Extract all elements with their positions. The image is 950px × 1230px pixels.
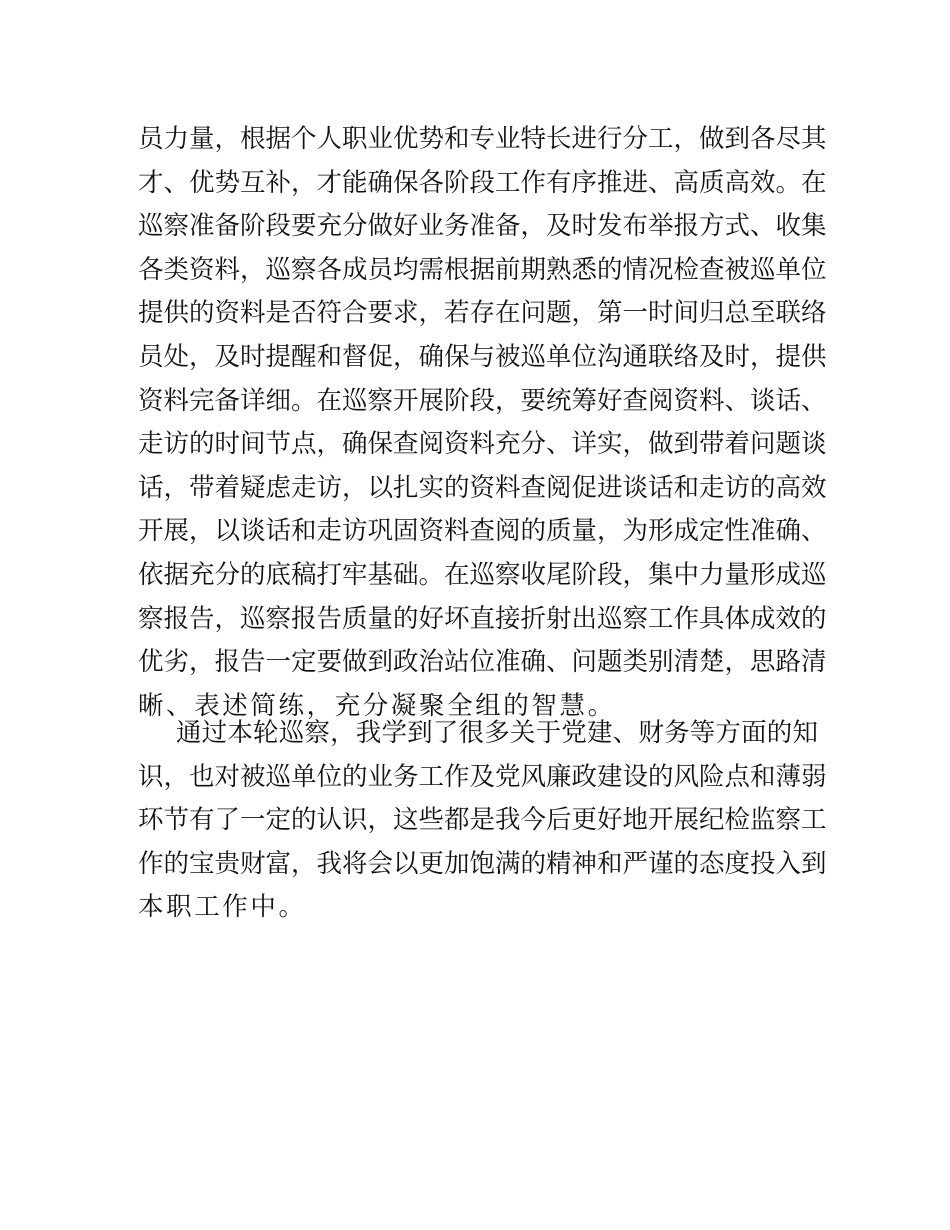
text-line: 识，也对被巡单位的业务工作及党风廉政建设的风险点和薄弱 [138,761,827,792]
body-paragraph [138,712,827,930]
text-line: 走访的时间节点，确保查阅资料充分、详实，做到带着问题谈 [138,429,827,460]
text-line: 巡察准备阶段要充分做好业务准备，及时发布举报方式、收集 [138,211,827,242]
text-line: 话，带着疑虑走访，以扎实的资料查阅促进谈话和走访的高效 [138,472,827,503]
text-line: 才、优势互补，才能确保各阶段工作有序推进、高质高效。在 [138,167,827,198]
body-paragraph [138,118,827,728]
text-line: 环节有了一定的认识，这些都是我今后更好地开展纪检监察工 [138,805,827,836]
text-line: 通过本轮巡察，我学到了很多关于党建、财务等方面的知 [176,718,818,748]
text-line: 作的宝贵财富，我将会以更加饱满的精神和严谨的态度投入到 [138,848,827,879]
text-line: 员处，及时提醒和督促，确保与被巡单位沟通联络及时，提供 [138,341,827,372]
text-line: 依据充分的底稿打牢基础。在巡察收尾阶段，集中力量形成巡 [138,559,827,590]
text-line: 优劣，报告一定要做到政治站位准确、问题类别清楚，思路清 [138,647,827,678]
text-line: 察报告，巡察报告质量的好坏直接折射出巡察工作具体成效的 [138,603,827,634]
text-line: 资料完备详细。在巡察开展阶段，要统筹好查阅资料、谈话、 [138,385,827,416]
text-line: 提供的资料是否符合要求，若存在问题，第一时间归总至联络 [138,298,827,329]
text-line: 各类资料，巡察各成员均需根据前期熟悉的情况检查被巡单位 [138,254,827,285]
text-line: 本职工作中。 [138,892,307,923]
text-line: 晰、表述简练，充分凝聚全组的智慧。 [138,690,616,721]
text-line: 员力量，根据个人职业优势和专业特长进行分工，做到各尽其 [138,124,827,154]
text-line: 开展，以谈话和走访巩固资料查阅的质量，为形成定性准确、 [138,516,827,547]
